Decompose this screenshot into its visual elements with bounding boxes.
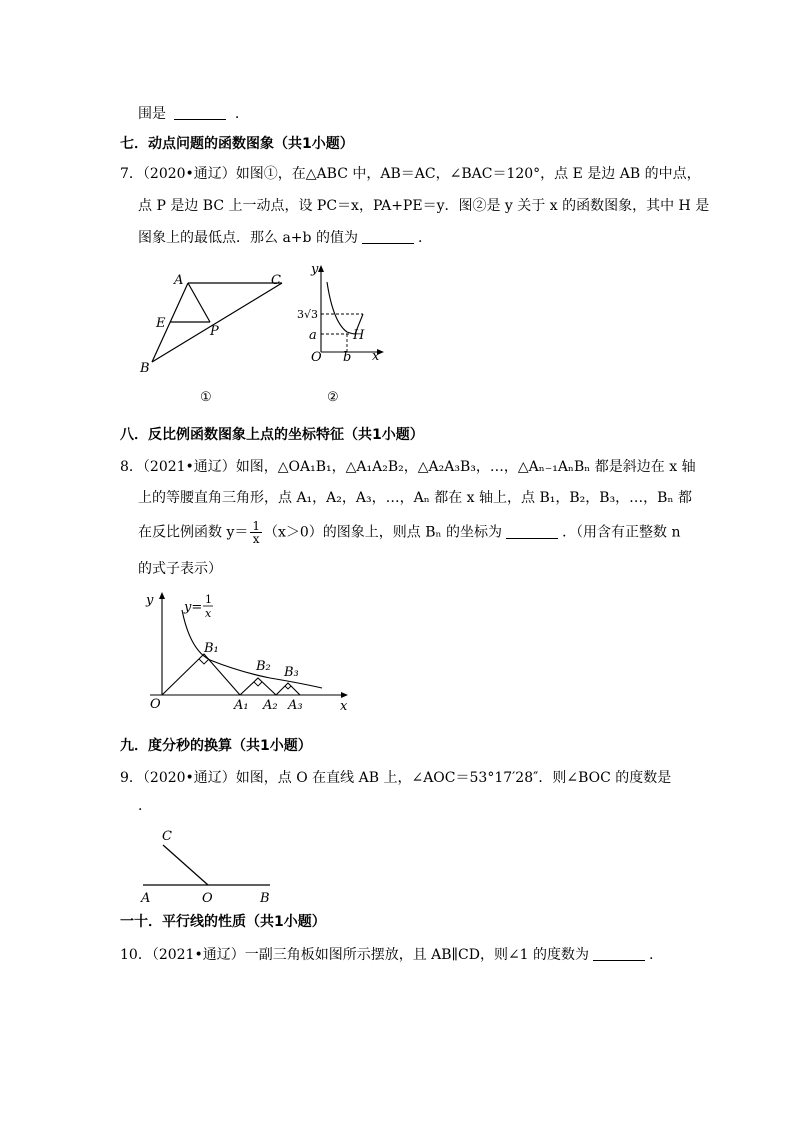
label-A2: A₂ (263, 698, 278, 713)
label-B3: B₃ (284, 665, 299, 680)
axis-y-label: y (311, 262, 319, 277)
q7-answer-blank[interactable] (362, 229, 414, 244)
section-7-title: 七．动点问题的函数图象（共1小题） (120, 136, 354, 152)
y-axis-arrow (159, 592, 165, 599)
q9-line1: 9．（2020•通辽）如图，点 O 在直线 AB 上，∠AOC＝53°17′28″．则∠BOC 的度数是 (120, 770, 672, 786)
q10-text: 10．（2021•通辽）一副三角板如图所示摆放，且 AB∥CD，则∠1 的度数为 (120, 947, 590, 963)
q8-line3b: （x＞0）的图象上，则点 Bₙ 的坐标为 (264, 524, 503, 541)
label-B1: B₁ (204, 641, 219, 656)
label-B: B (260, 891, 270, 906)
function-numerator: 1 (205, 593, 212, 606)
label-C: C (271, 273, 281, 288)
label-C: C (162, 829, 172, 844)
section-8-title: 八．反比例函数图象上点的坐标特征（共1小题） (120, 427, 424, 443)
q8-line2: 上的等腰直角三角形，点 A₁，A₂，A₃，…，Aₙ 都在 x 轴上，点 B₁，B₂，B₃，…，Bₙ 都 (138, 490, 692, 506)
q7-figure-2 (295, 262, 395, 407)
fraction-numerator: 1 (252, 519, 260, 533)
y-axis-arrow (318, 265, 324, 272)
q7-line3-text: 图象上的最低点．那么 a+b 的值为 (138, 230, 358, 246)
label-A1: A₁ (234, 698, 249, 713)
q9-line2: . (138, 798, 143, 814)
label-A: A (174, 273, 184, 288)
function-denominator: x (205, 607, 212, 620)
q7-line3: 图象上的最低点．那么 a+b 的值为 . (138, 230, 423, 246)
figure-1-caption: ① (200, 390, 212, 405)
section-9-title: 九．度分秒的换算（共1小题） (120, 738, 312, 754)
label-E: E (156, 316, 166, 331)
origin-label: O (311, 350, 322, 365)
origin-label: O (150, 697, 161, 712)
figure-2-caption: ② (327, 390, 339, 405)
section-10-title: 一十．平行线的性质（共1小题） (120, 914, 326, 930)
label-B2: B₂ (256, 659, 271, 674)
q7-figure-1 (130, 265, 300, 405)
q9-figure (135, 822, 285, 907)
label-A3: A₃ (288, 698, 303, 713)
function-curve (327, 282, 363, 334)
axis-x-label: x (340, 699, 348, 714)
fraction-denominator: x (252, 532, 260, 546)
hyperbola-curve (182, 610, 322, 688)
q8-fraction (250, 520, 262, 545)
function-label: y= (184, 600, 203, 615)
q8-line4: 的式子表示） (138, 561, 222, 577)
tick-3root3: 3√3 (297, 308, 319, 321)
label-P: P (210, 324, 219, 339)
q6-answer-blank[interactable] (174, 105, 226, 120)
q7-line2: 点 P 是边 BC 上一动点，设 PC＝x，PA+PE＝y．图②是 y 关于 x 的函数图象，其中 H 是 (138, 198, 710, 214)
label-H: H (353, 328, 365, 343)
q8-answer-blank[interactable] (506, 524, 558, 539)
right-angle-mark-1 (199, 659, 209, 664)
right-angle-mark-3 (285, 686, 291, 689)
q8-line1: 8．（2021•通辽）如图，△OA₁B₁，△A₁A₂B₂，△A₂A₃B₃，…，△Aₙ₋₁AₙBₙ 都是斜边在 x 轴 (120, 459, 696, 475)
right-angle-mark-2 (254, 682, 262, 686)
q8-graph (140, 588, 360, 718)
q8-line3a: 在反比例函数 y＝ (138, 524, 249, 541)
q6-answer-line (138, 104, 239, 124)
label-A: A (141, 891, 151, 906)
q8-line3 (138, 520, 681, 545)
label-O: O (202, 891, 213, 906)
axis-x-label: x (372, 349, 380, 364)
q6-text: 围是 (138, 106, 166, 122)
tick-b: b (343, 350, 352, 365)
triangle-OA1B1 (162, 654, 240, 695)
ray-OC (163, 845, 208, 885)
label-B: B (140, 361, 150, 376)
q7-line1: 7．（2020•通辽）如图①，在△ABC 中，AB＝AC，∠BAC＝120°，点 E 是边 AB 的中点， (120, 166, 701, 182)
q8-line3c: ．（用含有正整数 n (562, 524, 681, 541)
q6-end: . (234, 106, 240, 122)
x-axis-arrow (341, 692, 348, 698)
q10-line (120, 945, 654, 965)
q10-answer-blank[interactable] (593, 946, 645, 961)
axis-y-label: y (146, 593, 154, 608)
segment-AP (188, 283, 210, 322)
tick-a: a (309, 328, 317, 343)
q10-end: . (649, 947, 654, 963)
